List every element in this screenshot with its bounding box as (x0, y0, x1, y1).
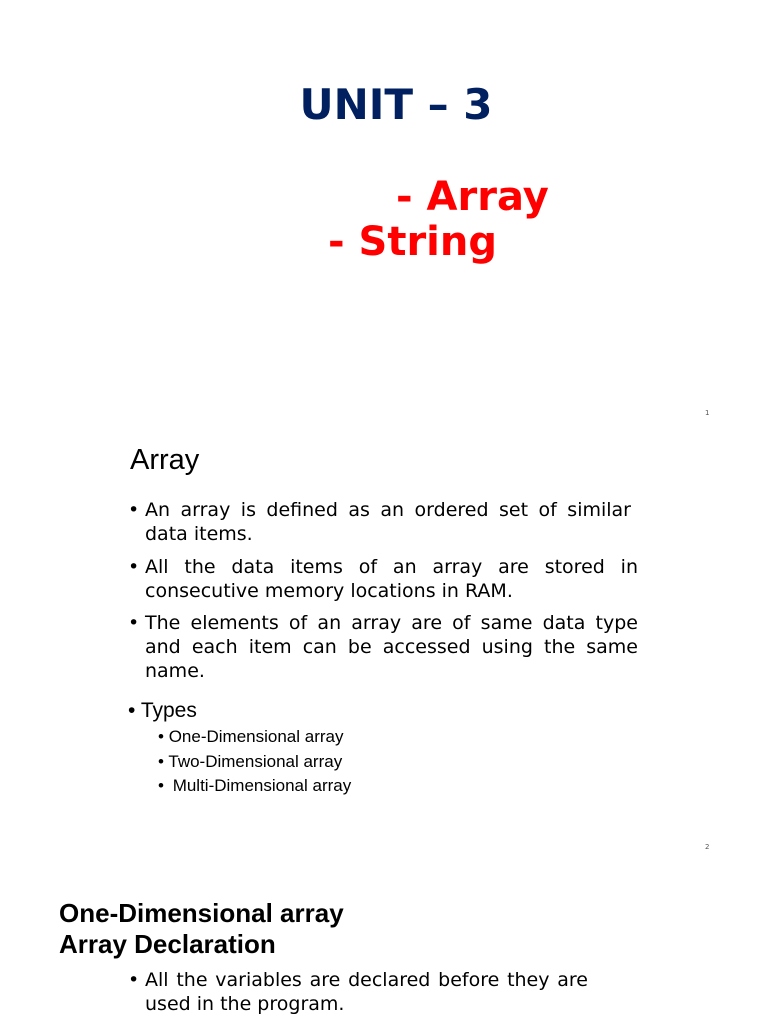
bullet-text: All the variables are declared before they are used in the program. (145, 969, 588, 1015)
type-item (158, 775, 351, 797)
bullet-icon: • (128, 499, 140, 521)
bullet-icon: • (158, 727, 164, 746)
bullet-icon: • (128, 699, 136, 722)
bullet-text: All the data items of an array are stored in consecutive memory locations in RAM. (145, 556, 638, 602)
type-item (158, 751, 342, 773)
page-number-1: 1 (705, 409, 710, 417)
types-bullet (128, 698, 197, 724)
topic-string: - String (328, 219, 498, 265)
topic-array: - Array (396, 174, 549, 220)
bullet-icon: • (128, 556, 140, 578)
type-label: Two-Dimensional array (168, 752, 343, 771)
unit-title: UNIT – 3 (299, 80, 493, 129)
types-label: Types (140, 699, 197, 722)
bullet-item (128, 555, 638, 603)
bullet-icon: • (128, 969, 140, 991)
heading-one-dimensional: One-Dimensional array (59, 898, 344, 928)
bullet-icon: • (158, 752, 164, 771)
bullet-icon: • (128, 612, 140, 634)
page-number-2: 2 (705, 843, 710, 851)
type-label: Multi-Dimensional array (172, 776, 352, 795)
type-item (158, 726, 343, 748)
bullet-icon: • (158, 776, 164, 795)
bullet-text: An array is defined as an ordered set of similar data items. (145, 499, 631, 545)
bullet-item (128, 498, 638, 546)
bullet-item (128, 611, 638, 683)
slide-heading-array: Array (130, 444, 200, 476)
bullet-text: The elements of an array are of same data type and each item can be accessed using the same name. (145, 612, 638, 682)
bullet-item (128, 968, 588, 1016)
type-label: One-Dimensional array (168, 727, 344, 746)
heading-array-declaration: Array Declaration (59, 929, 276, 959)
